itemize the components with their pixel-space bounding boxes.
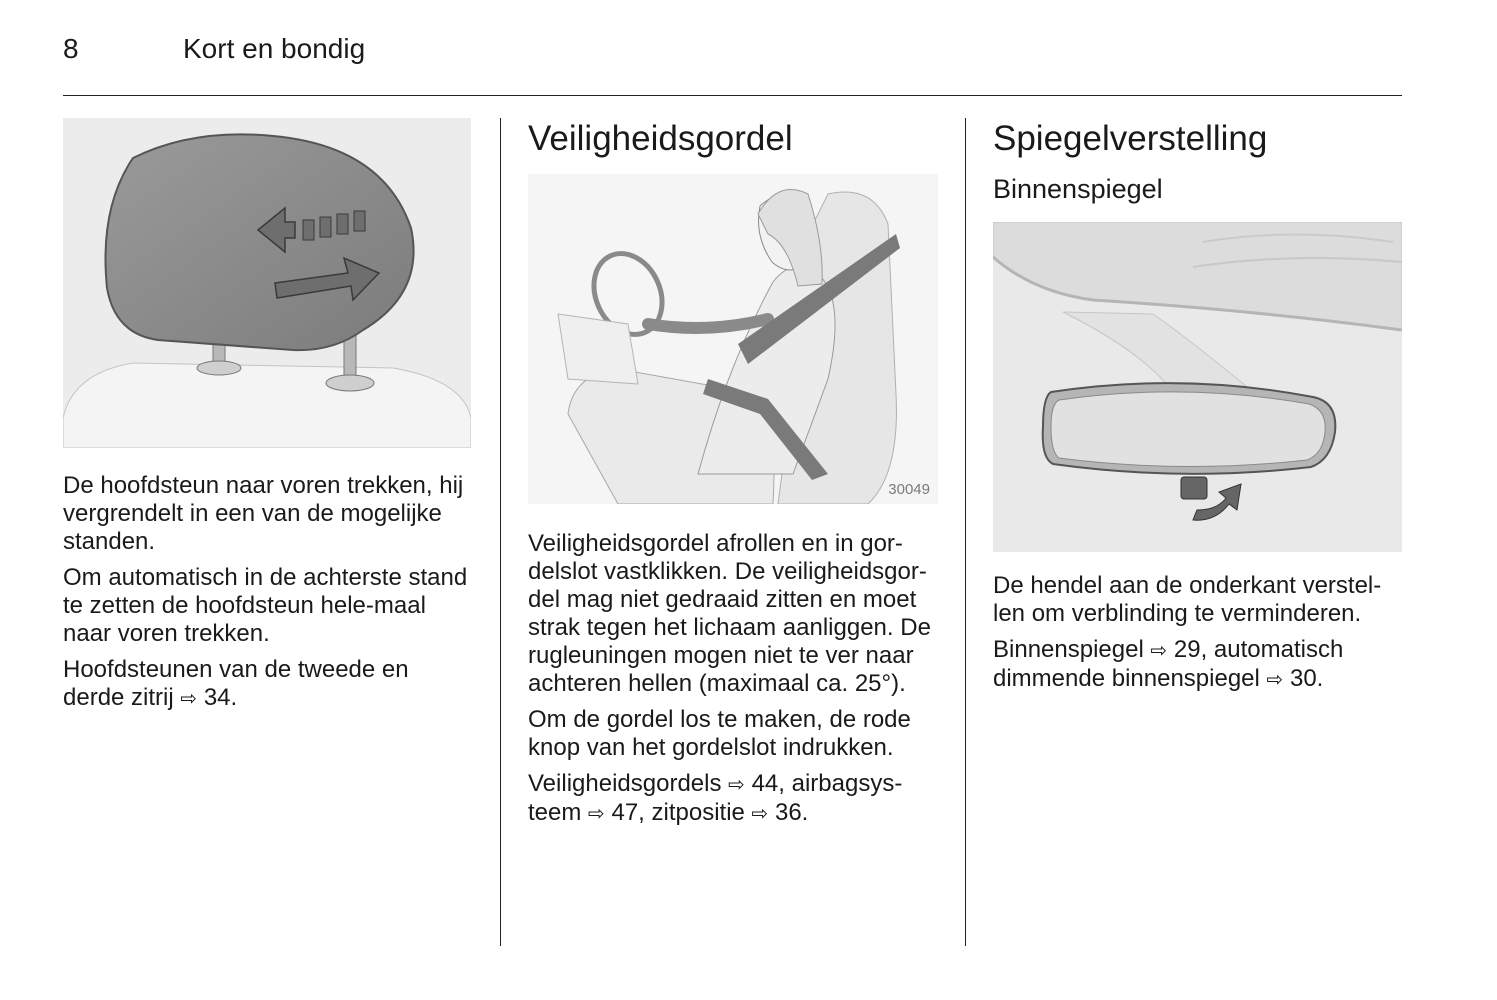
paragraph: Om automatisch in de achterste stand te zetten de hoofdsteun hele-maal naar voren trekken.: [63, 564, 468, 647]
paragraph: De hoofdsteun naar voren trekken, hij vergrendelt in een van de mogelijke standen.: [63, 472, 464, 555]
ref-text: Veiligheidsgordels: [528, 770, 722, 797]
seat-belt-driver-icon: [528, 174, 938, 504]
header-divider: [63, 95, 1402, 96]
subheading: Binnenspiegel: [993, 174, 1163, 204]
column-heading: Spiegelverstelling: [993, 119, 1268, 158]
reference-arrow-icon: ⇨: [1150, 640, 1168, 662]
reference-arrow-icon: ⇨: [751, 803, 769, 825]
headrest-adjust-icon: [63, 118, 471, 448]
reference-arrow-icon: ⇨: [728, 774, 745, 796]
ref-text: 30.: [1283, 665, 1324, 692]
ref-text: Hoofdsteunen van de tweede en derde zitrij: [63, 656, 409, 711]
reference-paragraph: [528, 770, 942, 828]
ref-text: 44, airbagsys-teem: [528, 770, 903, 826]
column-mirror: [993, 118, 1403, 702]
ref-text: 29, automatisch dimmende binnenspiegel: [993, 636, 1344, 692]
paragraph: Veiligheidsgordel afrollen en in gor-delslot vastklikken. De veiligheidsgor-del mag niet gedraaid zitten en moet strak tegen het lichaam aanliggen. De rugleuningen mogen niet te ver naar achteren hellen (maximaal ca. 25°).: [528, 530, 931, 697]
reference-paragraph: [63, 656, 475, 713]
ref-text: 36.: [768, 799, 809, 826]
paragraph: Om de gordel los te maken, de rode knop van het gordelslot indrukken.: [528, 706, 911, 761]
reference-arrow-icon: ⇨: [180, 688, 198, 710]
page-number: 8: [63, 33, 79, 64]
section-title: Kort en bondig: [183, 33, 366, 64]
column-headrest: [63, 118, 475, 721]
reference-paragraph: [993, 636, 1403, 694]
figure-code: 30049: [888, 481, 930, 498]
reference-arrow-icon: ⇨: [1266, 669, 1284, 691]
reference-arrow-icon: ⇨: [588, 803, 605, 825]
headrest-figure: [63, 118, 471, 448]
mirror-figure: [993, 222, 1402, 552]
ref-text: 34.: [197, 684, 238, 711]
ref-text: Binnenspiegel: [993, 636, 1144, 663]
column-seat-belt: [528, 118, 942, 836]
column-heading: Veiligheidsgordel: [528, 119, 793, 158]
rearview-mirror-icon: [993, 222, 1402, 552]
ref-text: 47, zitpositie: [604, 799, 745, 826]
column-divider: [965, 118, 966, 946]
column-divider: [500, 118, 501, 946]
paragraph: De hendel aan de onderkant verstel-len om verblinding te verminderen.: [993, 572, 1382, 627]
seat-belt-figure: [528, 174, 938, 504]
